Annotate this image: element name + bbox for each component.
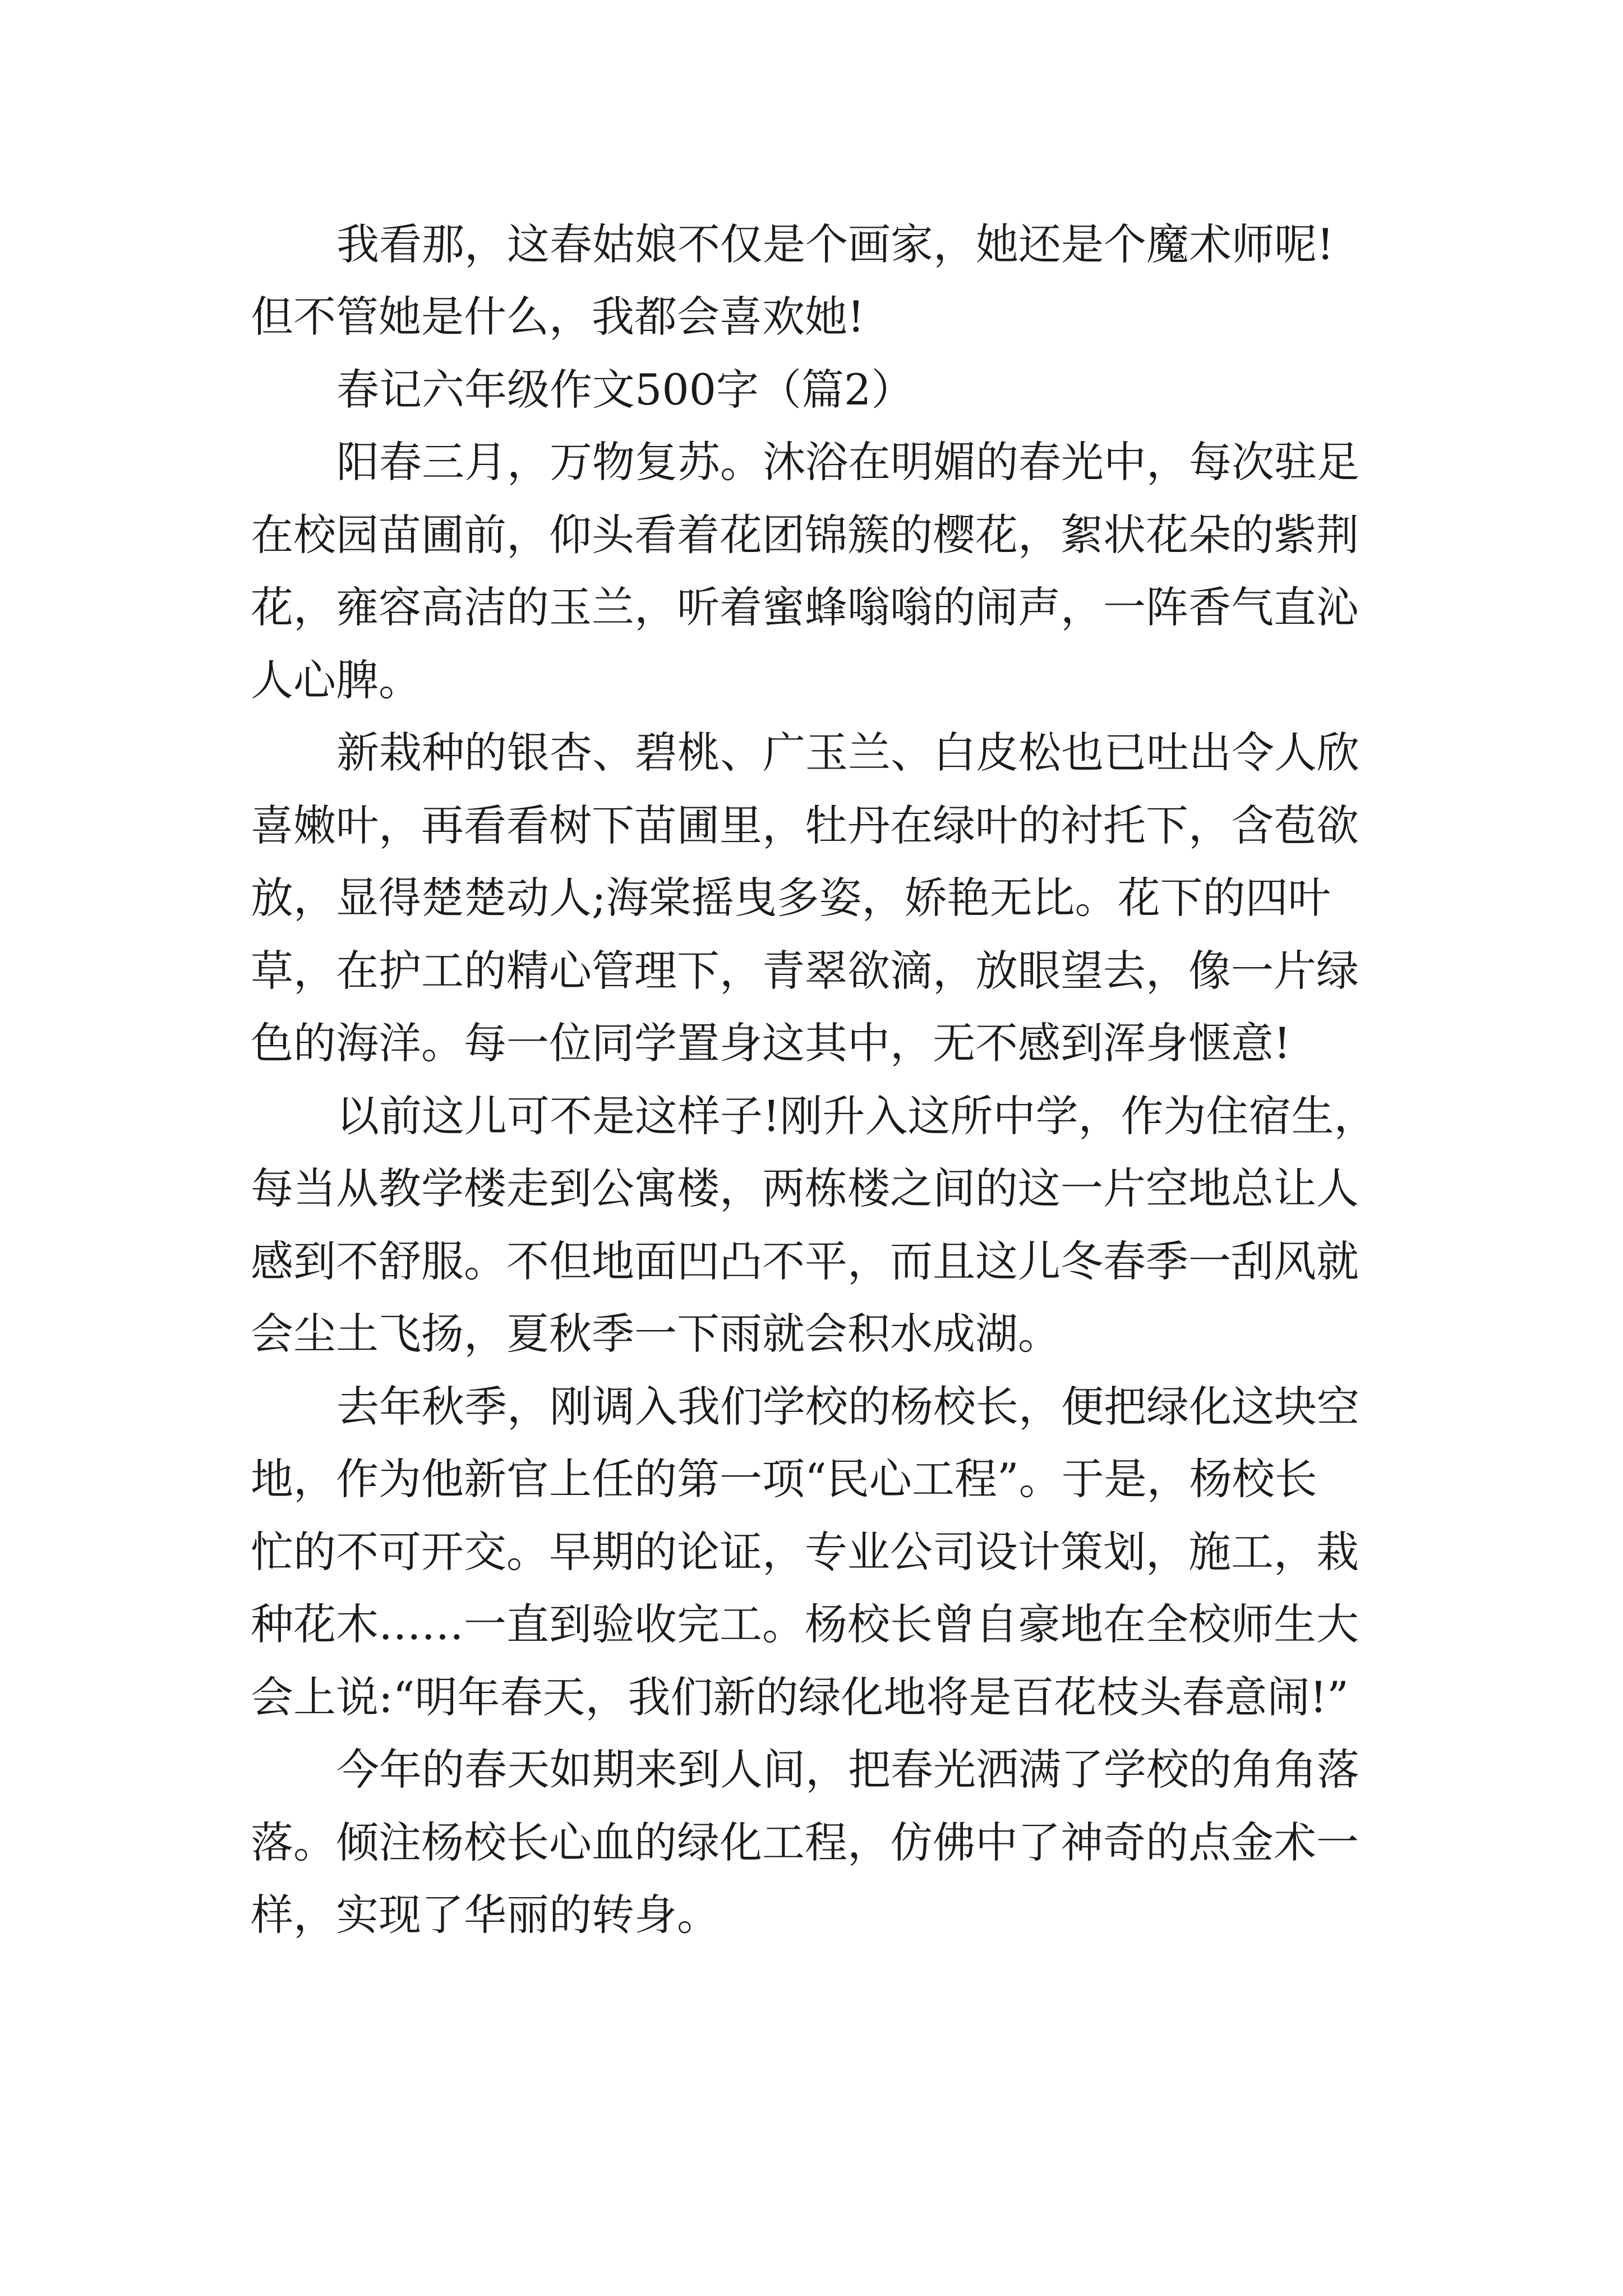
text-line: 今年的春天如期来到人间，把春光洒满了学校的角角落 [336,1745,1359,1795]
text-line: 色的海洋。每一位同学置身这其中，无不感到浑身惬意! [251,1018,1291,1068]
text-line: 地，作为他新官上任的第一项“民心工程”。于是，杨校长 [251,1454,1317,1504]
text-line: 种花木……一直到验收完工。杨校长曾自豪地在全校师生大 [251,1599,1359,1649]
text-line: 感到不舒服。不但地面凹凸不平，而且这儿冬春季一刮风就 [251,1236,1359,1286]
text-line: 花，雍容高洁的玉兰，听着蜜蜂嗡嗡的闹声，一阵香气直沁 [251,582,1359,632]
text-line: 去年秋季，刚调入我们学校的杨校长，便把绿化这块空 [336,1382,1359,1432]
text-line: 人心脾。 [251,655,421,705]
text-line: 样，实现了华丽的转身。 [251,1890,720,1940]
text-line: 落。倾注杨校长心血的绿化工程，仿佛中了神奇的点金术一 [251,1818,1359,1867]
text-line: 阳春三月，万物复苏。沐浴在明媚的春光中，每次驻足 [336,437,1359,487]
text-line: 每当从教学楼走到公寓楼，两栋楼之间的这一片空地总让人 [251,1163,1359,1213]
text-line: 但不管她是什么，我都会喜欢她! [251,292,865,342]
text-line: 忙的不可开交。早期的论证，专业公司设计策划，施工，栽 [251,1527,1359,1577]
text-line: 以前这儿可不是这样子!刚升入这所中学，作为住宿生， [336,1091,1377,1141]
section-heading: 春记六年级作文500字（篇2） [336,365,914,415]
text-line: 会上说:“明年春天，我们新的绿化地将是百花枝头春意闹!” [251,1672,1349,1722]
text-line: 我看那，这春姑娘不仅是个画家，她还是个魔术师呢! [336,219,1334,269]
text-line: 新栽种的银杏、碧桃、广玉兰、白皮松也已吐出令人欣 [336,728,1359,777]
text-line: 放，显得楚楚动人;海棠摇曳多姿，娇艳无比。花下的四叶 [251,873,1331,923]
text-line: 草，在护工的精心管理下，青翠欲滴，放眼望去，像一片绿 [251,946,1359,996]
text-line: 会尘土飞扬，夏秋季一下雨就会积水成湖。 [251,1309,1061,1359]
text-line: 喜嫩叶，再看看树下苗圃里，牡丹在绿叶的衬托下，含苞欲 [251,800,1359,850]
text-line: 在校园苗圃前，仰头看着花团锦簇的樱花，絮状花朵的紫荆 [251,510,1359,560]
